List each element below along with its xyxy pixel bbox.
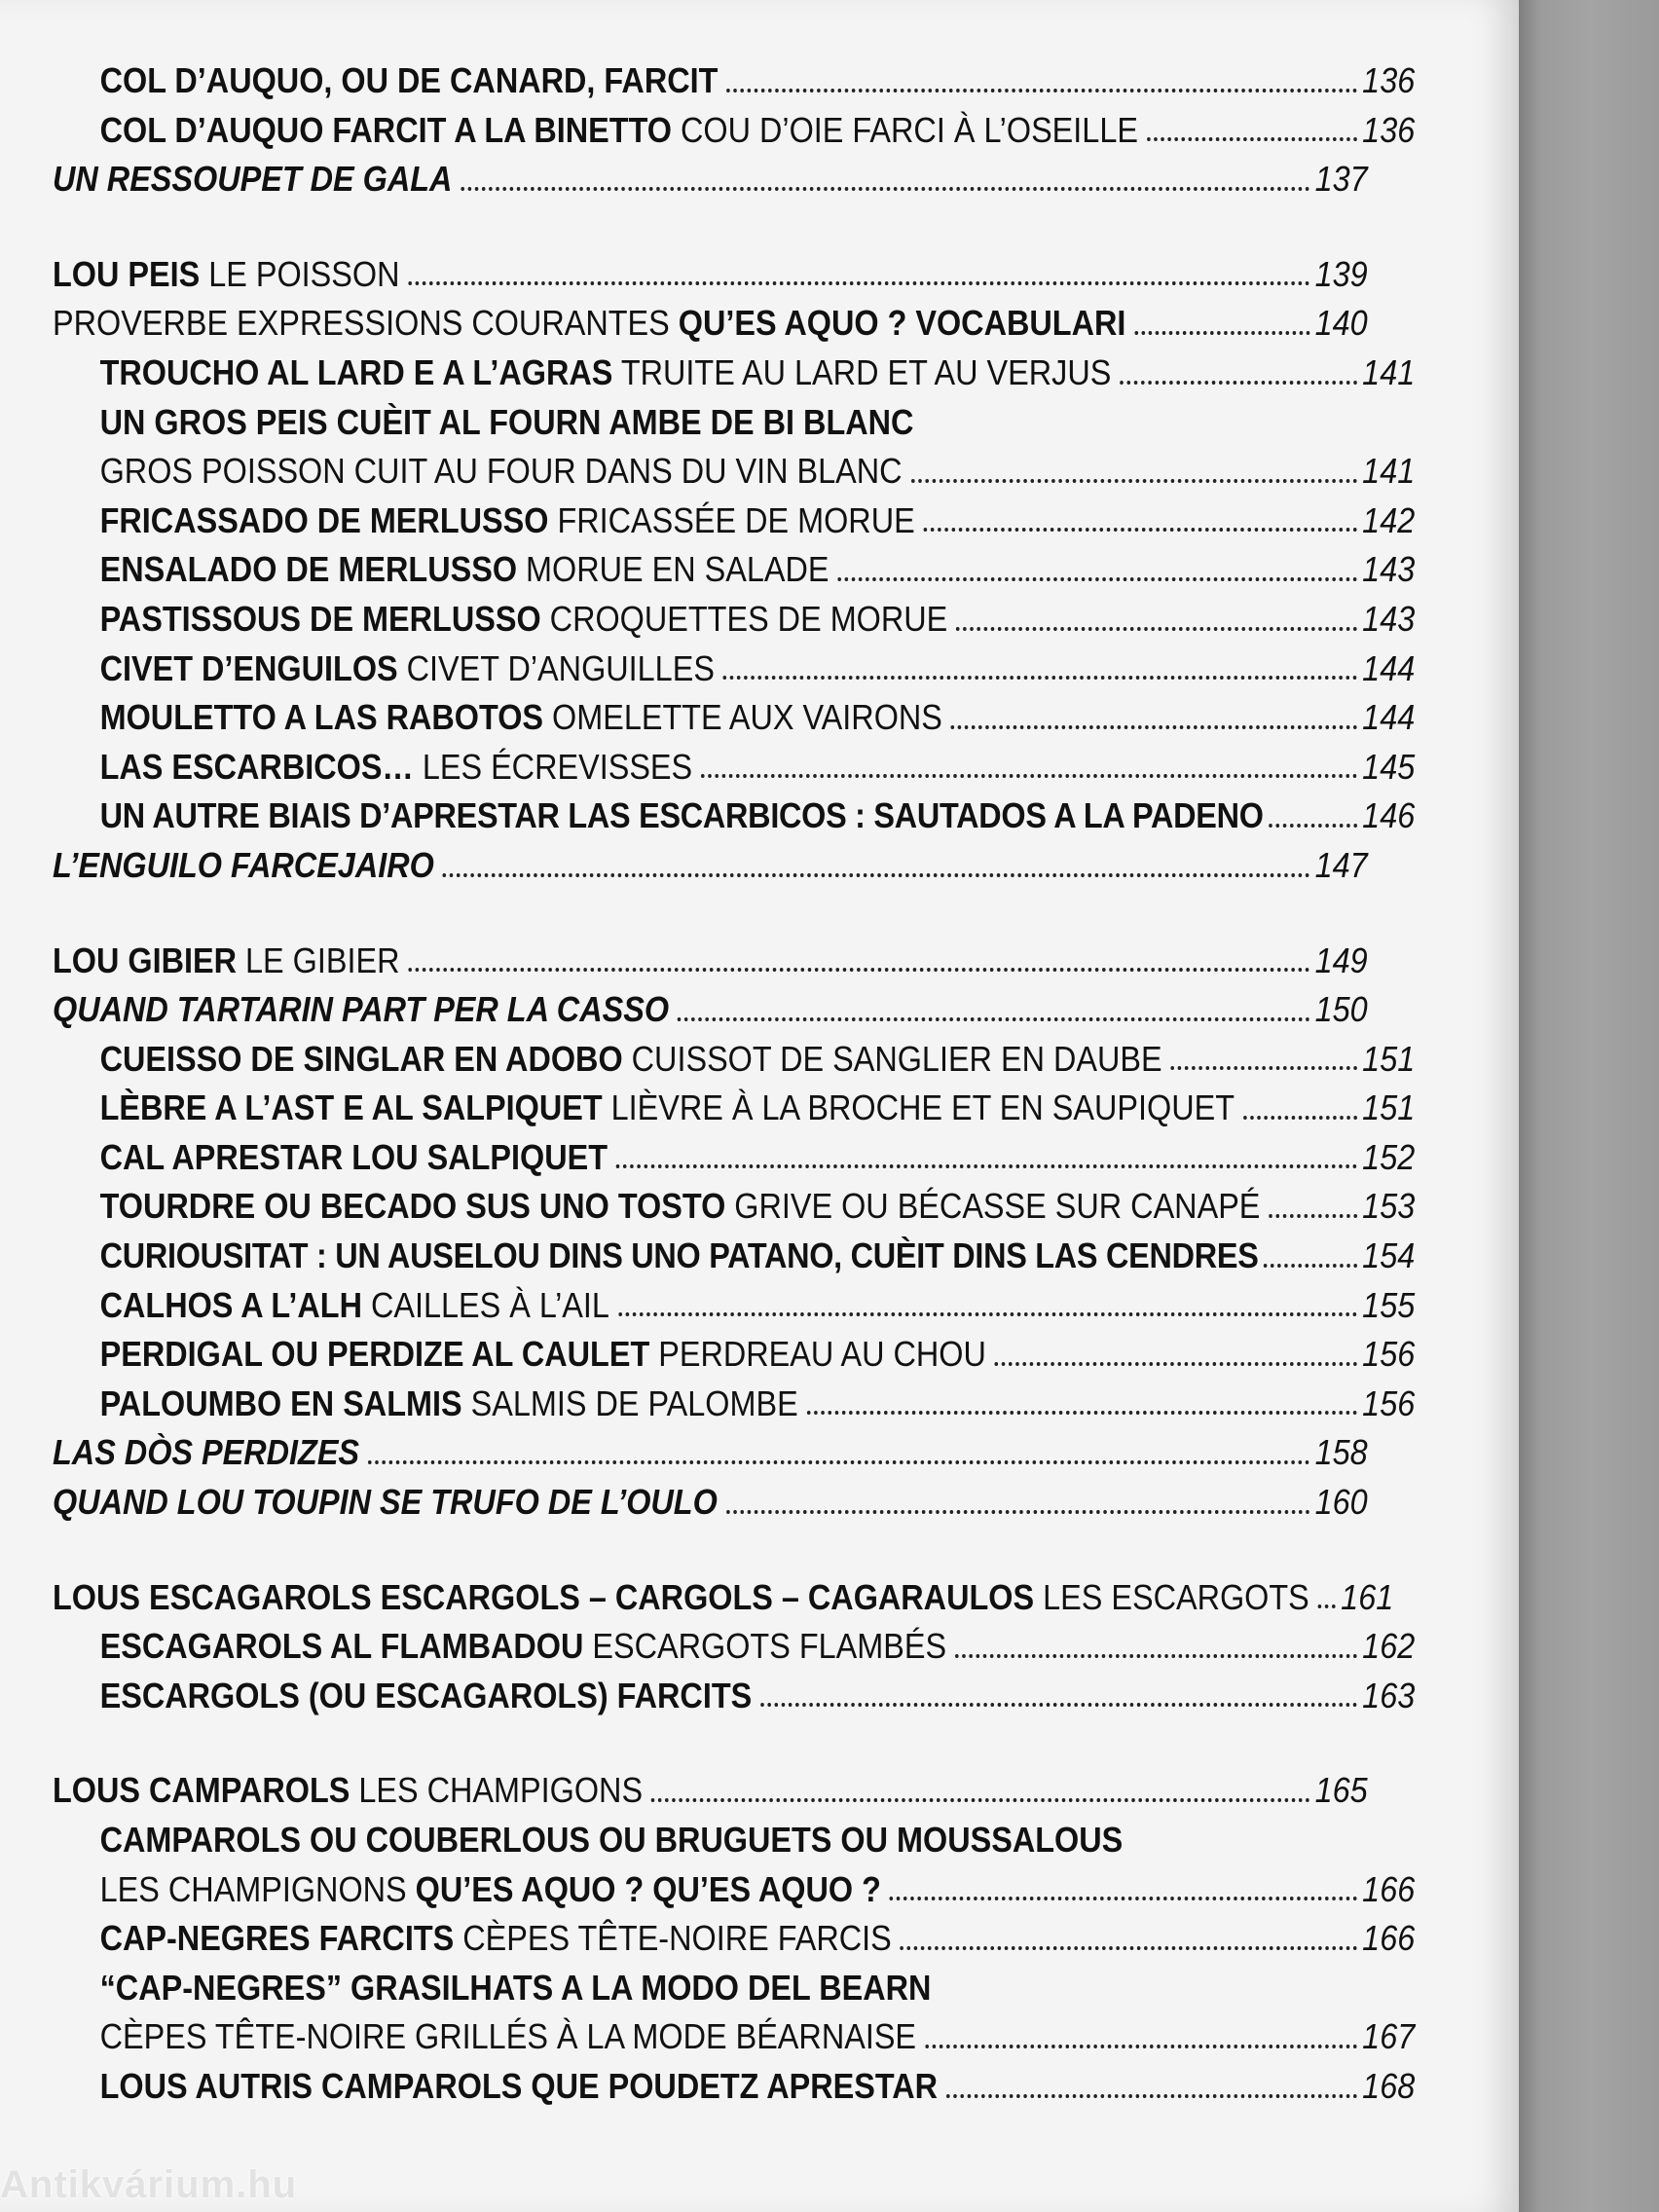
toc-entry-title-french: LES CHAMPIGNONS [99, 1868, 416, 1909]
toc-entry-label [100, 1138, 608, 1177]
toc-entry [53, 1908, 1415, 1958]
toc-entry-label [100, 1919, 892, 1958]
toc-entry [53, 786, 1415, 835]
dot-leader [408, 281, 1309, 285]
toc-entry-title-occitan: PERDIGAL OU PERDIZE AL CAULET [99, 1334, 650, 1375]
dot-leader [678, 1017, 1309, 1021]
toc-entry-title-occitan: QUAND LOU TOUPIN SE TRUFO DE L’OULO [53, 1482, 718, 1523]
dot-leader [951, 725, 1357, 729]
toc-entry-label [100, 1677, 753, 1715]
toc-entry-title-french: COU D’OIE FARCI À L’OSEILLE [672, 109, 1138, 150]
toc-entry [53, 441, 1415, 491]
toc-entry-title-occitan: QU’ES AQUO ? QU’ES AQUO ? [415, 1868, 881, 1909]
dot-leader [1269, 1214, 1356, 1218]
toc-entry [53, 491, 1415, 540]
toc-entry-title-french: OMELETTE AUX VAIRONS [543, 697, 942, 738]
toc-entry-label [100, 600, 948, 639]
page-number: 142 [1362, 499, 1416, 540]
page-edge-background [1519, 0, 1659, 2212]
toc-entry [53, 1760, 1368, 1810]
toc-entry-label [53, 304, 1125, 343]
toc-entry-label [100, 501, 915, 540]
toc-entry [53, 1958, 1415, 2008]
page-number: 144 [1362, 647, 1416, 688]
dot-leader [807, 1411, 1357, 1415]
toc-entry-title-occitan: PASTISSOUS DE MERLUSSO [99, 598, 541, 639]
toc-entry-label [53, 1578, 1309, 1617]
table-of-contents [53, 51, 1416, 2106]
toc-entry-title-occitan: ESCAGAROLS AL FLAMBADOU [99, 1626, 584, 1667]
page-number: 152 [1362, 1136, 1416, 1177]
dot-leader [726, 89, 1356, 92]
toc-entry-title-occitan: CURIOUSITAT : UN AUSELOU DINS UNO PATANO, CUÈIT DINS LAS CENDRES [99, 1235, 1259, 1276]
toc-entry-title-occitan: LOUS CAMPAROLS [53, 1770, 350, 1811]
dot-leader [368, 1460, 1309, 1464]
toc-entry [53, 2056, 1415, 2106]
toc-entry-title-french: LIÈVRE À LA BROCHE ET EN SAUPIQUET [602, 1088, 1235, 1128]
toc-entry-label [53, 846, 434, 885]
toc-entry [53, 1810, 1415, 1860]
toc-entry-label [100, 353, 1112, 392]
toc-entry [53, 1860, 1415, 1909]
page-number: 144 [1362, 697, 1416, 738]
toc-entry-title-french: LE POISSON [200, 253, 400, 294]
toc-entry-title-occitan: CIVET D’ENGUILOS [99, 647, 398, 688]
dot-leader [618, 1312, 1357, 1316]
toc-entry-label [100, 2067, 938, 2106]
toc-entry-title-occitan: PALOUMBO EN SALMIS [99, 1382, 462, 1423]
page-number: 166 [1362, 1868, 1416, 1909]
toc-entry-title-occitan: CALHOS A L’ALH [99, 1284, 362, 1325]
toc-entry [53, 931, 1368, 980]
dot-leader [911, 479, 1357, 483]
dot-leader [1264, 1264, 1357, 1268]
toc-entry-title-french: ESCARGOTS FLAMBÉS [583, 1626, 947, 1667]
page-number: 154 [1362, 1235, 1416, 1276]
page-number: 151 [1362, 1038, 1416, 1079]
dot-leader [1318, 1604, 1336, 1608]
toc-entry [53, 737, 1415, 787]
dot-leader [890, 1897, 1357, 1900]
dot-leader [1269, 824, 1357, 828]
toc-entry-title-french: CIVET D’ANGUILLES [397, 647, 715, 688]
toc-entry [53, 1616, 1415, 1666]
toc-entry-title-french: MORUE EN SALADE [517, 549, 830, 590]
toc-entry-label [100, 649, 715, 688]
dot-leader [1147, 137, 1357, 141]
toc-entry [53, 392, 1415, 442]
toc-entry-title-occitan: LOU GIBIER [53, 940, 238, 980]
toc-entry-label [100, 1088, 1235, 1127]
dot-leader [443, 873, 1309, 877]
toc-entry-label [100, 1236, 1259, 1275]
toc-entry-title-occitan: COL D’AUQUO FARCIT A LA BINETTO [99, 109, 673, 150]
toc-entry [53, 1127, 1415, 1177]
toc-entry-title-french: CROQUETTES DE MORUE [540, 598, 948, 639]
page-number: 165 [1314, 1770, 1368, 1811]
toc-entry-title-occitan: LAS DÒS PERDIZES [53, 1432, 360, 1473]
toc-entry-label [100, 2017, 916, 2056]
page-number: 168 [1362, 2065, 1416, 2106]
toc-entry-label [100, 1286, 609, 1325]
toc-entry [53, 835, 1368, 885]
toc-entry-title-occitan: LAS ESCARBICOS… [99, 746, 414, 787]
page-number: 155 [1362, 1284, 1416, 1325]
dot-leader [461, 187, 1309, 191]
toc-entry-title-french: GRIVE OU BÉCASSE SUR CANAPÉ [725, 1186, 1261, 1227]
toc-entry-title-occitan: LOUS ESCAGAROLS ESCARGOLS – CARGOLS – CAGARAULOS [53, 1576, 1035, 1617]
toc-entry-title-occitan: ENSALADO DE MERLUSSO [99, 549, 518, 590]
toc-entry-title-occitan: UN GROS PEIS CUÈIT AL FOURN AMBE DE BI BLANC [99, 401, 914, 442]
toc-entry [53, 343, 1415, 392]
toc-entry-title-occitan: QUAND TARTARIN PART PER LA CASSO [53, 989, 670, 1030]
dot-leader [946, 2094, 1357, 2098]
dot-leader [1243, 1116, 1357, 1120]
toc-entry-label [100, 111, 1138, 150]
toc-entry-label [53, 1433, 359, 1472]
toc-entry [53, 979, 1368, 1029]
page-number: 136 [1362, 109, 1416, 150]
page-number: 163 [1362, 1675, 1416, 1715]
toc-entry [53, 687, 1415, 737]
toc-entry [53, 244, 1368, 294]
toc-entry-label [100, 1335, 986, 1374]
page-number: 147 [1314, 844, 1368, 885]
toc-entry [53, 1374, 1415, 1423]
toc-entry-title-occitan: TOURDRE OU BECADO SUS UNO TOSTO [99, 1186, 726, 1227]
dot-leader [925, 2045, 1357, 2048]
page-number: 156 [1362, 1382, 1416, 1423]
toc-entry [53, 539, 1415, 589]
toc-entry-title-occitan: “CAP-NEGRES” GRASILHATS A LA MODO DEL BEARN [99, 1967, 932, 2008]
dot-leader [838, 577, 1357, 581]
toc-entry [53, 1666, 1415, 1715]
page-number: 167 [1362, 2016, 1416, 2057]
toc-entry-title-french: CÈPES TÊTE-NOIRE FARCIS [454, 1918, 892, 1959]
toc-entry-label [100, 550, 830, 589]
toc-entry-title-occitan: UN RESSOUPET DE GALA [53, 159, 453, 200]
toc-entry-label [100, 698, 942, 737]
toc-entry-title-occitan: CAL APRESTAR LOU SALPIQUET [99, 1136, 608, 1177]
toc-entry-label [100, 452, 903, 491]
toc-entry-label [100, 1627, 946, 1666]
toc-entry-title-occitan: UN AUTRE BIAIS D’APRESTAR LAS ESCARBICOS : SAUTADOS A LA PADENO [99, 795, 1264, 836]
toc-entry-label [100, 1969, 932, 2008]
toc-entry-title-french: LES ÉCREVISSES [413, 746, 693, 787]
page-number: 153 [1362, 1186, 1416, 1227]
toc-entry-title-occitan: QU’ES AQUO ? VOCABULARI [678, 303, 1126, 344]
toc-entry-title-occitan: MOULETTO A LAS RABOTOS [99, 697, 544, 738]
dot-leader [955, 1654, 1357, 1658]
page-number: 140 [1314, 303, 1368, 344]
page-number: 146 [1362, 795, 1416, 836]
toc-entry-title-french: LES ESCARGOTS [1034, 1576, 1309, 1617]
toc-entry [53, 1029, 1415, 1079]
dot-leader [924, 528, 1357, 532]
dot-leader [701, 774, 1357, 778]
page-number: 150 [1314, 989, 1368, 1030]
toc-entry-label [53, 941, 399, 980]
dot-leader [408, 968, 1309, 972]
toc-entry-label [53, 990, 669, 1029]
page-number: 162 [1362, 1626, 1416, 1667]
toc-entry [53, 100, 1415, 150]
dot-leader [1120, 381, 1356, 385]
toc-entry-title-occitan: FRICASSADO DE MERLUSSO [99, 499, 549, 540]
toc-entry [53, 293, 1368, 343]
toc-entry [53, 589, 1415, 639]
toc-entry-title-french: GROS POISSON CUIT AU FOUR DANS DU VIN BLANC [99, 451, 903, 492]
toc-entry-label [53, 255, 399, 294]
page-number: 166 [1362, 1918, 1416, 1959]
toc-entry-title-occitan: LÈBRE A L’AST E AL SALPIQUET [99, 1088, 603, 1128]
toc-entry-label [100, 61, 719, 100]
toc-entry-title-occitan: ESCARGOLS (OU ESCAGAROLS) FARCITS [99, 1675, 753, 1715]
dot-leader [760, 1703, 1357, 1707]
page-number: 141 [1362, 351, 1416, 392]
toc-entry-title-french: LES CHAMPIGONS [350, 1770, 644, 1811]
page-number: 141 [1362, 451, 1416, 492]
toc-entry-label [100, 1384, 798, 1423]
toc-entry-label [53, 160, 452, 199]
toc-entry-title-french: CÈPES TÊTE-NOIRE GRILLÉS À LA MODE BÉARNAISE [99, 2016, 917, 2057]
page-number: 139 [1314, 253, 1368, 294]
dot-leader [995, 1362, 1357, 1366]
page-number: 143 [1362, 549, 1416, 590]
dot-leader [726, 1510, 1309, 1514]
toc-entry-label [100, 1821, 1124, 1860]
toc-entry [53, 149, 1368, 199]
page-number: 137 [1314, 159, 1368, 200]
toc-entry [53, 1275, 1415, 1325]
toc-entry-label [100, 748, 693, 787]
toc-entry-title-french: FRICASSÉE DE MORUE [548, 499, 915, 540]
page-number: 151 [1362, 1088, 1416, 1128]
toc-entry-title-occitan: CAMPAROLS OU COUBERLOUS OU BRUGUETS OU MOUSSALOUS [99, 1820, 1124, 1860]
dot-leader [723, 676, 1357, 680]
toc-entry-label [53, 1771, 643, 1810]
dot-leader [1171, 1066, 1357, 1070]
page-number: 136 [1362, 60, 1416, 100]
toc-entry-title-occitan: CUEISSO DE SINGLAR EN ADOBO [99, 1038, 623, 1079]
dot-leader [901, 1946, 1357, 1950]
toc-entry-title-french: SALMIS DE PALOMBE [461, 1382, 798, 1423]
toc-entry [53, 1078, 1415, 1127]
toc-entry-title-french: PROVERBE EXPRESSIONS COURANTES [53, 303, 679, 344]
page-number: 161 [1341, 1576, 1394, 1617]
toc-entry-title-french: LE GIBIER [237, 940, 400, 980]
toc-entry [53, 1226, 1415, 1275]
toc-entry-label [100, 403, 914, 442]
toc-entry-label [100, 1040, 1162, 1079]
page-number: 158 [1314, 1432, 1368, 1473]
toc-entry-title-occitan: LOUS AUTRIS CAMPAROLS QUE POUDETZ APRESTAR [99, 2065, 939, 2106]
toc-entry-title-french: CAILLES À L’AIL [361, 1284, 609, 1325]
toc-entry-label [53, 1483, 718, 1522]
toc-entry-title-french: TRUITE AU LARD ET AU VERJUS [612, 351, 1112, 392]
watermark-text: Antikvárium.hu [0, 2163, 298, 2206]
toc-entry-label [100, 1870, 881, 1909]
toc-entry [53, 2007, 1415, 2056]
toc-entry [53, 1324, 1415, 1374]
dot-leader [1134, 331, 1309, 335]
page-number: 143 [1362, 598, 1416, 639]
toc-entry-title-occitan: CAP-NEGRES FARCITS [99, 1918, 455, 1959]
toc-entry-title-occitan: L’ENGUILO FARCEJAIRO [53, 844, 434, 885]
toc-entry [53, 1176, 1415, 1226]
page-number: 149 [1314, 940, 1368, 980]
dot-leader [956, 627, 1356, 631]
toc-entry-title-occitan: LOU PEIS [53, 253, 201, 294]
toc-entry [53, 1422, 1368, 1472]
toc-entry-label [100, 796, 1264, 835]
page-number: 160 [1314, 1482, 1368, 1523]
toc-entry-title-french: CUISSOT DE SANGLIER EN DAUBE [622, 1038, 1162, 1079]
toc-entry [53, 51, 1415, 100]
toc-entry [53, 1472, 1368, 1522]
toc-entry [53, 639, 1415, 688]
toc-entry-title-occitan: TROUCHO AL LARD E A L’AGRAS [99, 351, 613, 392]
page-number: 156 [1362, 1334, 1416, 1375]
page-number: 145 [1362, 746, 1416, 787]
dot-leader [651, 1798, 1309, 1802]
toc-entry-title-occitan: COL D’AUQUO, OU DE CANARD, FARCIT [99, 60, 719, 100]
toc-entry-label [100, 1187, 1261, 1226]
dot-leader [616, 1164, 1357, 1168]
toc-entry [53, 1567, 1394, 1617]
toc-entry-title-french: PERDREAU AU CHOU [649, 1334, 986, 1375]
